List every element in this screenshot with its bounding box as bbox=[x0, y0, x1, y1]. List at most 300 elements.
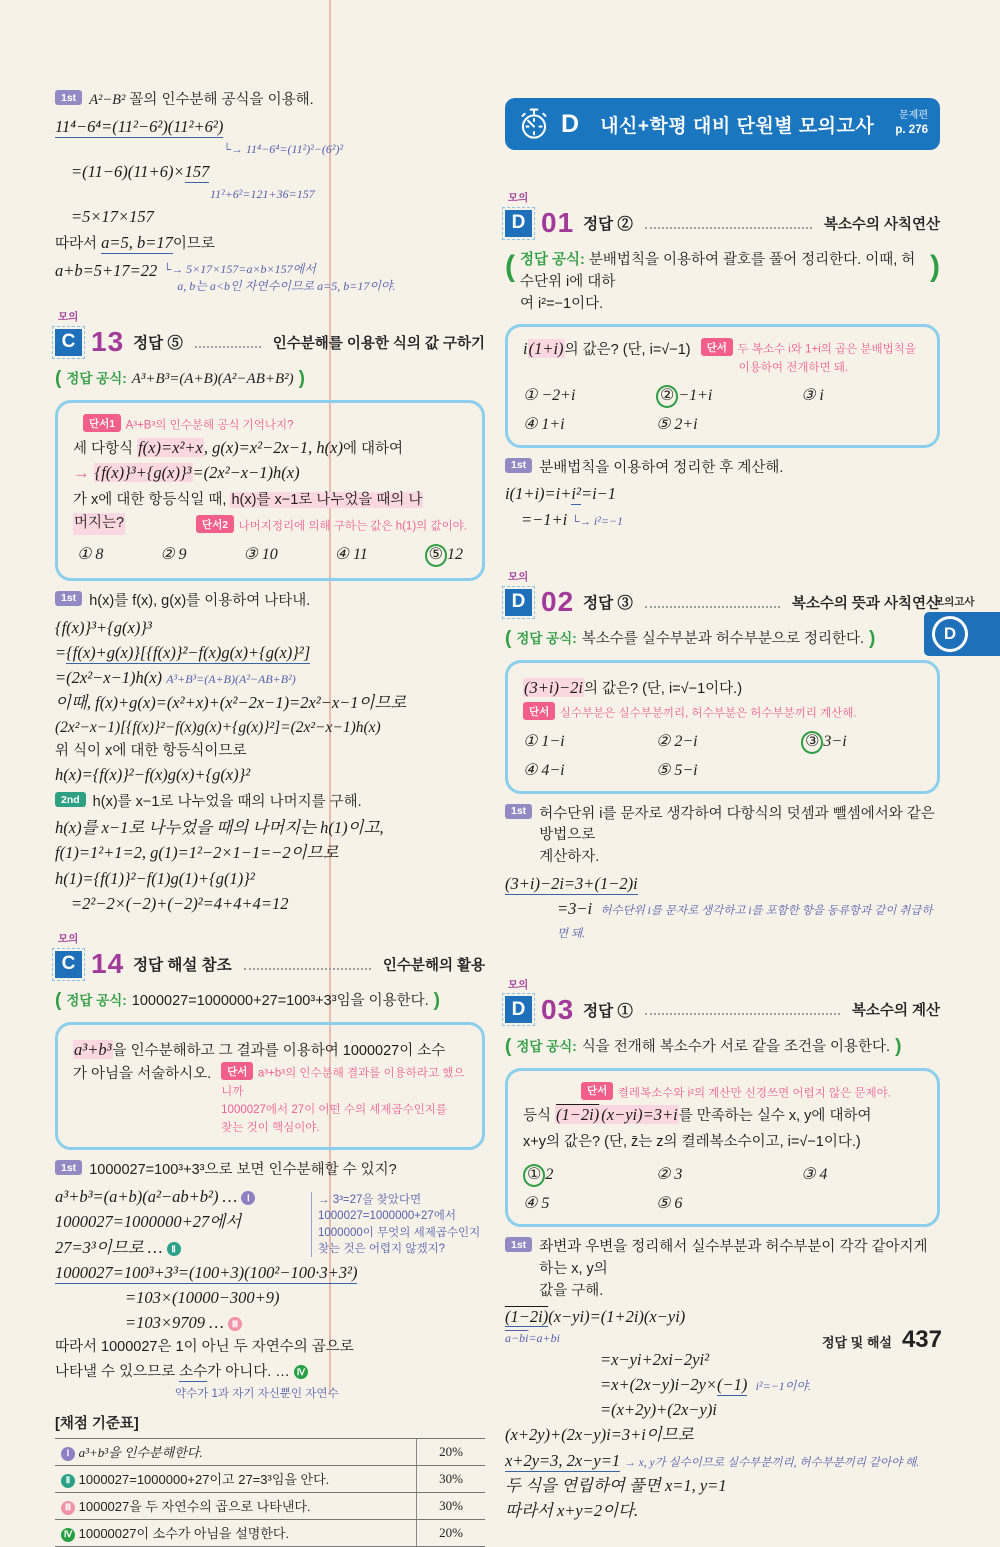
clue-badge: 단서 bbox=[701, 338, 733, 356]
step-1st-badge: 1st bbox=[55, 591, 82, 606]
step-title-line: 좌변과 우변을 정리해서 실수부분과 허수부분이 각각 같아지게 하는 x, y의 bbox=[539, 1239, 928, 1277]
answer-label: 정답 ① bbox=[583, 1002, 633, 1020]
note-text: 1000000이 무엇의 세제곱수인지 bbox=[318, 1226, 481, 1239]
question-line bbox=[523, 1104, 922, 1127]
step-row bbox=[505, 458, 940, 480]
korean-line: 위 식이 x에 대한 항등식이므로 bbox=[55, 742, 247, 759]
math-line bbox=[505, 873, 940, 895]
eq-part: =103×9709 … bbox=[125, 1313, 224, 1333]
choice-answer bbox=[425, 544, 463, 567]
underlined-eq: 1000027=100³+3³=(100+3)(100²−100·3+3²) bbox=[55, 1262, 358, 1282]
percent-cell: 30% bbox=[417, 1465, 486, 1492]
highlighted-eq: (1+i) bbox=[528, 339, 564, 359]
korean-text: 가 아니다. … bbox=[207, 1364, 290, 1381]
problem-number: 02 bbox=[541, 586, 575, 618]
table-row bbox=[55, 1519, 485, 1546]
clue-badge: 단서 bbox=[221, 1062, 253, 1080]
math-line: 이때, f(x)+g(x)=(x²+x)+(x²−2x−1)=2x²−x−1이므로 bbox=[55, 693, 407, 713]
eq-part: i(1+i)=i+ bbox=[505, 484, 572, 504]
section-header bbox=[505, 994, 940, 1026]
section-header bbox=[505, 207, 940, 239]
margin-note bbox=[163, 261, 395, 295]
math-line: a+b=5+17=22 bbox=[55, 261, 158, 281]
korean-text: 을 인수분해하고 그 결과를 이용하여 1000027이 소수 bbox=[112, 1042, 446, 1059]
margin-note bbox=[571, 513, 624, 528]
green-paren-icon: ) bbox=[895, 1035, 902, 1057]
step-title bbox=[89, 90, 313, 112]
percent-cell: 20% bbox=[417, 1438, 486, 1465]
answer-label: 정답 ③ bbox=[583, 595, 633, 613]
clue-text: 두 복소수 i와 1+i의 곱은 분배법칙을 bbox=[737, 343, 916, 356]
formula-text: 복소수를 실수부분과 허수부분으로 정리한다. bbox=[581, 631, 864, 648]
math-line bbox=[55, 642, 485, 664]
eq-part: =x+(2x−y)i−2y× bbox=[600, 1374, 718, 1394]
section-tag: 모의 bbox=[508, 978, 529, 991]
choice-answer bbox=[656, 385, 801, 408]
question-line bbox=[73, 437, 467, 460]
math-line bbox=[71, 161, 485, 183]
step-row bbox=[505, 804, 940, 869]
korean-text: x+y의 값은? (단, z̄는 z의 켤레복소수이고, i=√−1이다.) bbox=[523, 1133, 861, 1150]
math-line: (2x²−x−1)[{f(x)}²−f(x)g(x)+{g(x)}²]=(2x²−x−1)h(x) bbox=[55, 718, 381, 736]
side-tab-bar bbox=[924, 612, 1000, 656]
roman-1-badge: Ⅰ bbox=[61, 1447, 75, 1461]
answer-label: 정답 ② bbox=[583, 216, 633, 233]
formula-label: 정답 공식: bbox=[516, 631, 577, 647]
choice: ① −2+i bbox=[523, 386, 576, 404]
formula-line: 여 i²=−1이다. bbox=[520, 295, 604, 312]
rubric-title: [채점 기준표] bbox=[55, 1415, 139, 1432]
choice: ④ 11 bbox=[334, 545, 368, 563]
section-tag: 모의 bbox=[508, 192, 529, 204]
question-eq bbox=[523, 338, 691, 361]
roman-3-badge: Ⅲ bbox=[228, 1317, 242, 1331]
math-line bbox=[600, 1374, 940, 1396]
arrow-icon: → bbox=[73, 463, 90, 483]
step-title-line: 허수단위 i를 문자로 생각하여 다항식의 덧셈과 뺄셈에서와 같은 방법으로 bbox=[539, 805, 935, 844]
formula-text bbox=[520, 250, 925, 315]
clue-row bbox=[196, 515, 467, 535]
note-text: x, y가 실수이므로 실수부분끼리, 허수부분끼리 같아야 해. bbox=[638, 1456, 920, 1469]
banner-letter: D bbox=[561, 109, 580, 138]
answer-formula-row bbox=[55, 991, 485, 1013]
eq-part: =(2x²−x−1)h(x) bbox=[192, 463, 300, 483]
question-box bbox=[505, 1068, 940, 1228]
section-header bbox=[55, 948, 485, 980]
clue-text: a³+b³의 인수분해 결과를 이용하라고 했으니까 bbox=[221, 1067, 465, 1099]
underlined-eq: (−1) bbox=[717, 1374, 748, 1394]
choice: ⑤ 6 bbox=[655, 1195, 683, 1213]
intro-solution bbox=[55, 90, 485, 295]
question-box bbox=[55, 1022, 485, 1150]
eq-part: a³+b³=(a+b)(a²−ab+b²) … bbox=[55, 1187, 238, 1207]
math-line: f(1)=1²+1=2, g(1)=1²−2×1−1=−2이므로 bbox=[55, 843, 339, 863]
step-row bbox=[55, 591, 485, 613]
clue-badge: 단서1 bbox=[83, 414, 121, 432]
underlined-eq: x+2y=3, 2x−y=1 bbox=[505, 1450, 621, 1470]
math-line: (x+2y)+(2x−y)i=3+i이므로 bbox=[505, 1425, 694, 1445]
highlighted-eq: {f(x)}³+{g(x)}³ bbox=[94, 463, 192, 483]
clue-text: 나머지정리에 의해 구하는 값은 h(1)의 값이야. bbox=[238, 520, 467, 533]
chapter-side-tab bbox=[924, 594, 1000, 656]
section-tag: 모의 bbox=[58, 933, 79, 946]
green-paren-icon: ( bbox=[505, 250, 515, 283]
korean-text: 에 대하여 bbox=[342, 440, 404, 457]
korean-text: 따라서 bbox=[55, 235, 102, 252]
choice: ② 9 bbox=[160, 545, 187, 563]
clue-text: 1000027에서 27이 어떤 수의 세제곱수인지를 bbox=[221, 1104, 448, 1117]
criterion-cell bbox=[55, 1492, 417, 1519]
clue-row bbox=[581, 1082, 922, 1102]
step-title bbox=[539, 1237, 940, 1302]
section-tag: 모의 bbox=[508, 571, 529, 584]
green-paren-icon: ) bbox=[298, 368, 305, 390]
math-line bbox=[55, 667, 485, 689]
note-text: 11⁴−6⁴=(11²)²−(6²)² bbox=[245, 142, 344, 157]
section-banner bbox=[505, 98, 940, 150]
math-fragment: A²−B² bbox=[89, 92, 126, 108]
dotted-leader bbox=[195, 337, 261, 348]
math-line: h(1)={f(1)}²−f(1)g(1)+{g(1)}² bbox=[55, 868, 255, 888]
answer-formula-row bbox=[505, 1037, 940, 1059]
math-line-with-note bbox=[55, 257, 485, 295]
ref-label: 문제편 bbox=[899, 110, 928, 122]
step-1st-badge: 1st bbox=[505, 1237, 532, 1252]
underlined-eq: a=5, b=17 bbox=[101, 232, 173, 252]
dotted-leader bbox=[645, 218, 812, 229]
note-text: =a+bi bbox=[528, 1330, 560, 1345]
margin-note bbox=[210, 186, 485, 203]
choice-answer bbox=[523, 1164, 656, 1187]
math-line bbox=[521, 509, 940, 531]
math-line: =2²−2×(−2)+(−2)²=4+4+4=12 bbox=[71, 893, 289, 913]
eq-part: , g(x)=x²−2x−1, h(x) bbox=[203, 437, 343, 457]
math-line: =(x+2y)+(2x−y)i bbox=[600, 1400, 717, 1420]
arrow-icon: → bbox=[318, 1194, 330, 1207]
choice-answer bbox=[801, 731, 922, 754]
step-title-line: 계산하자. bbox=[539, 849, 600, 866]
choices-grid bbox=[523, 1164, 922, 1213]
underlined-text: 소수 bbox=[179, 1364, 208, 1381]
section-letter-badge: C bbox=[55, 951, 82, 978]
choice: ④ 5 bbox=[523, 1195, 550, 1213]
arrow-icon: → bbox=[624, 1456, 636, 1469]
korean-text: 의 값은? (단, i=√−1) bbox=[564, 342, 691, 359]
korean-text: 나타낼 수 있으므로 bbox=[55, 1364, 180, 1381]
math-line: 두 식을 연립하여 풀면 x=1, y=1 bbox=[505, 1475, 727, 1495]
choice: ③ i bbox=[801, 386, 824, 404]
answer-circle: ⑤ bbox=[425, 544, 447, 567]
green-paren-icon: ) bbox=[869, 628, 876, 650]
eq-part: =−1+i bbox=[521, 509, 568, 529]
problem-d02 bbox=[505, 569, 940, 943]
choices-grid bbox=[523, 731, 922, 780]
note-text: 3³=27을 찾았다면 bbox=[332, 1194, 422, 1207]
conjugate-eq: (1−2i) bbox=[505, 1307, 549, 1327]
left-column bbox=[55, 90, 485, 1547]
math-line: h(x)를 x−1로 나누었을 때의 나머지는 h(1)이고, bbox=[55, 818, 384, 838]
clue-text: 이용하여 전개하면 돼. bbox=[738, 361, 849, 374]
side-tab-letter: D bbox=[932, 616, 968, 652]
choice: ④ 1+i bbox=[523, 415, 565, 433]
math-line: =x−yi+2xi−2yi² bbox=[600, 1349, 710, 1369]
section-header bbox=[505, 586, 940, 618]
formula-text: 1000027=1000000+27=100³+3³임을 이용한다. bbox=[131, 993, 429, 1010]
underlined-eq: 157 bbox=[184, 162, 210, 182]
clue-note bbox=[221, 1062, 467, 1136]
choice-value: 12 bbox=[446, 545, 463, 563]
eq-part: =(11−6)(11+6)× bbox=[71, 162, 185, 182]
problem-number: 14 bbox=[91, 948, 125, 980]
step-title: h(x)를 f(x), g(x)를 이용하여 나타내. bbox=[89, 592, 311, 609]
math-line bbox=[55, 232, 485, 255]
topic-label: 인수분해의 활용 bbox=[382, 957, 485, 974]
question-line bbox=[73, 488, 467, 511]
green-paren-icon: ( bbox=[55, 368, 62, 390]
step-title-line: 값을 구해. bbox=[539, 1282, 604, 1299]
problem-d03 bbox=[505, 977, 940, 1523]
criterion-text: 10000027이 소수가 아님을 설명한다. bbox=[78, 1526, 290, 1542]
clue-badge: 단서 bbox=[581, 1082, 613, 1100]
choice-value: 3−i bbox=[823, 732, 847, 750]
highlighted-text: h(x)를 x−1로 나누었을 때의 나 bbox=[231, 491, 423, 508]
problem-c13 bbox=[55, 309, 485, 915]
problem-number: 01 bbox=[541, 207, 575, 238]
korean-text: 의 값은? (단, i=√−1이다.) bbox=[583, 680, 743, 697]
criterion-text: a³+b³을 인수분해한다. bbox=[78, 1445, 203, 1461]
choice: ④ 4−i bbox=[523, 761, 565, 779]
clue-text: 실수부분은 실수부분끼리, 허수부분은 허수부분끼리 계산해. bbox=[559, 707, 857, 720]
choices-grid bbox=[523, 385, 922, 434]
korean-line: 따라서 1000027은 1이 아닌 두 자연수의 곱으로 bbox=[55, 1338, 354, 1355]
highlighted-eq: a³+b³ bbox=[74, 1039, 112, 1059]
math-line bbox=[55, 116, 485, 138]
step-row bbox=[55, 1160, 485, 1182]
math-line bbox=[505, 1450, 940, 1472]
elbow-arrow-icon: └→ bbox=[571, 515, 592, 528]
step-title: h(x)를 x−1로 나누었을 때의 나머지를 구해. bbox=[92, 794, 362, 811]
question-box bbox=[505, 324, 940, 447]
note-text: 찾는 것은 어렵지 않겠지? bbox=[318, 1242, 446, 1255]
roman-1-badge: Ⅰ bbox=[241, 1191, 255, 1205]
choices-row bbox=[73, 544, 467, 567]
korean-text: 를 만족하는 실수 x, y에 대하여 bbox=[678, 1108, 872, 1125]
topic-label: 복소수의 계산 bbox=[851, 1003, 940, 1020]
clue-text: 찾는 것이 핵심이야. bbox=[221, 1122, 320, 1135]
topic-label: 인수분해를 이용한 식의 값 구하기 bbox=[272, 335, 485, 352]
question-line bbox=[73, 1064, 467, 1136]
korean-text: 등식 bbox=[523, 1108, 556, 1125]
clue-row bbox=[523, 702, 922, 722]
clue-row bbox=[83, 414, 467, 434]
answer-label: 정답 ⑤ bbox=[133, 335, 183, 353]
choice: ⑤ 2+i bbox=[655, 415, 698, 433]
underlined-eq: i² bbox=[571, 484, 581, 504]
eq-part: 27=3³이므로 … bbox=[55, 1237, 163, 1257]
answer-circle: ③ bbox=[801, 731, 823, 754]
step-title-text: 꼴의 인수분해 공식을 이용해. bbox=[125, 92, 314, 108]
page-footer bbox=[822, 1326, 942, 1354]
clue-badge: 단서2 bbox=[196, 515, 234, 533]
step-1st-badge: 1st bbox=[505, 804, 532, 819]
formula-label: 정답 공식: bbox=[520, 252, 585, 268]
question-line bbox=[523, 677, 922, 700]
step-title bbox=[539, 804, 940, 869]
question-line bbox=[73, 462, 467, 484]
math-line: 1000027=1000000+27에서 bbox=[55, 1212, 242, 1232]
side-tab-label: 모의고사 bbox=[934, 596, 975, 608]
answer-formula-row bbox=[505, 629, 940, 651]
question-line bbox=[523, 338, 922, 376]
answer-circle: ① bbox=[523, 1164, 545, 1187]
criterion-cell bbox=[55, 1465, 417, 1492]
question-line bbox=[73, 513, 467, 535]
section-header bbox=[55, 326, 485, 358]
eq-part: i bbox=[523, 339, 528, 359]
roman-2-badge: Ⅱ bbox=[61, 1474, 75, 1488]
dotted-leader bbox=[645, 597, 780, 608]
korean-text: 세 다항식 bbox=[73, 440, 138, 457]
grading-table bbox=[55, 1438, 485, 1547]
elbow-arrow-icon: └→ bbox=[163, 264, 183, 277]
highlighted-text: 머지는? bbox=[73, 513, 125, 535]
note-text: 11²+6²=121+36=157 bbox=[210, 187, 315, 202]
step-1st-badge: 1st bbox=[55, 1160, 82, 1175]
choice: ① 8 bbox=[77, 545, 104, 563]
step-title: 분배법칙을 이용하여 정리한 후 계산해. bbox=[539, 459, 784, 476]
banner-title: 내신+학평 대비 단원별 모의고사 bbox=[600, 115, 875, 137]
math-line bbox=[557, 898, 940, 943]
answer-formula-row bbox=[505, 250, 940, 315]
green-paren-icon: ( bbox=[55, 990, 62, 1012]
eq-part: = bbox=[55, 642, 67, 662]
elbow-arrow-icon: └→ bbox=[223, 144, 243, 157]
question-box bbox=[505, 660, 940, 794]
footer-label: 정답 및 해설 bbox=[821, 1335, 892, 1350]
korean-text: 가 x에 대한 항등식일 때, bbox=[73, 491, 231, 508]
choice: ① 1−i bbox=[523, 732, 565, 750]
korean-text: 이므로 bbox=[172, 235, 215, 252]
formula-text: 식을 전개해 복소수가 서로 같을 조건을 이용한다. bbox=[581, 1038, 891, 1055]
question-line bbox=[73, 1039, 467, 1062]
problem-number: 13 bbox=[91, 326, 125, 358]
highlighted-eq: (x−yi)=3+i bbox=[601, 1105, 678, 1125]
math-line: h(x)={f(x)}²−f(x)g(x)+{g(x)}² bbox=[55, 765, 251, 785]
clue-text: A³+B³의 인수분해 공식 기억나지? bbox=[125, 419, 294, 432]
choice: ③ 4 bbox=[801, 1166, 828, 1184]
dotted-leader bbox=[244, 959, 371, 970]
percent-cell: 30% bbox=[417, 1492, 486, 1519]
margin-note-block bbox=[311, 1192, 493, 1256]
highlighted-eq: f(x)=x²+x bbox=[138, 437, 203, 457]
note-text: 1000027=1000000+27에서 bbox=[318, 1210, 456, 1223]
section-letter-badge: D bbox=[505, 210, 532, 237]
math-line bbox=[125, 1312, 485, 1334]
clue-text: 켤레복소수와 i²의 계산만 신경쓰면 어렵지 않은 문제야. bbox=[617, 1087, 891, 1100]
right-column bbox=[505, 98, 940, 1525]
choice: ② 2−i bbox=[655, 732, 698, 750]
step-row bbox=[505, 1237, 940, 1302]
formula-line: 분배법칙을 이용하여 괄호를 풀어 정리한다. 이때, 허수단위 i에 대하 bbox=[520, 252, 916, 290]
underlined-eq: {f(x)+g(x)}[{f(x)}²−f(x)g(x)+{g(x)}²] bbox=[66, 642, 311, 662]
table-row bbox=[55, 1492, 485, 1519]
criterion-cell bbox=[55, 1438, 417, 1465]
korean-text: 가 아님을 서술하시오. bbox=[73, 1066, 212, 1083]
math-line bbox=[55, 1360, 485, 1383]
stopwatch-icon bbox=[517, 107, 551, 141]
step-title: 1000027=100³+3³으로 보면 인수분해할 수 있지? bbox=[89, 1162, 397, 1179]
step-1st-badge: 1st bbox=[55, 90, 82, 105]
section-letter-badge: D bbox=[505, 996, 532, 1023]
problem-c14 bbox=[55, 931, 485, 1547]
note-text: i²=−1이야. bbox=[755, 1378, 811, 1393]
green-paren-icon: ( bbox=[505, 628, 512, 650]
note-text: A³+B³=(A+B)(A²−AB+B²) bbox=[166, 672, 296, 687]
note-text: 5×17×157=a×b×157에서 bbox=[186, 262, 316, 277]
ref-page: p. 276 bbox=[895, 123, 928, 136]
banner-page-ref bbox=[895, 109, 928, 138]
margin-note: 약수가 1과 자기 자신뿐인 자연수 bbox=[175, 1387, 339, 1400]
conjugate-eq: a−bi bbox=[505, 1330, 529, 1345]
choice-value: 2 bbox=[545, 1166, 554, 1184]
formula-label: 정답 공식: bbox=[516, 1038, 577, 1054]
table-row bbox=[55, 1465, 485, 1492]
note-text: i²=−1 bbox=[593, 513, 624, 528]
problem-number: 03 bbox=[541, 993, 575, 1025]
math-line: =103×(10000−300+9) bbox=[125, 1288, 280, 1308]
footer-page-number: 437 bbox=[901, 1326, 942, 1353]
math-line bbox=[505, 483, 940, 505]
topic-label: 복소수의 사칙연산 bbox=[823, 216, 940, 233]
question-line bbox=[523, 1130, 922, 1153]
section-tag: 모의 bbox=[58, 311, 79, 324]
question-box bbox=[55, 400, 485, 581]
green-paren-icon: ) bbox=[433, 990, 440, 1012]
step-row bbox=[55, 90, 485, 112]
percent-cell: 20% bbox=[417, 1519, 486, 1546]
answer-circle: ② bbox=[656, 385, 678, 408]
step-row bbox=[55, 792, 485, 814]
eq-part: =3−i bbox=[557, 899, 593, 919]
roman-4-badge: Ⅳ bbox=[294, 1365, 308, 1379]
choice: ② 3 bbox=[655, 1166, 683, 1184]
criterion-cell bbox=[55, 1519, 417, 1546]
criterion-text: 1000027=1000000+27이고 27=3³임을 안다. bbox=[78, 1472, 330, 1488]
green-paren-icon: ( bbox=[505, 1035, 512, 1057]
roman-3-badge: Ⅲ bbox=[61, 1501, 75, 1515]
underlined-eq: (3+i)−2i=3+(1−2)i bbox=[505, 873, 638, 893]
eq-part: =(2x²−x−1)h(x) bbox=[55, 668, 163, 688]
eq-part: =i−1 bbox=[580, 484, 617, 504]
math-line: =5×17×157 bbox=[71, 207, 154, 227]
dotted-leader bbox=[645, 1004, 840, 1015]
green-paren-icon: ) bbox=[930, 250, 940, 283]
clue-badge: 단서 bbox=[523, 702, 555, 720]
margin-note bbox=[624, 1457, 919, 1469]
math-line: 따라서 x+y=2이다. bbox=[505, 1501, 639, 1521]
margin-note bbox=[223, 141, 485, 158]
choice: ③ 10 bbox=[243, 545, 278, 563]
step-2nd-badge: 2nd bbox=[55, 792, 86, 807]
margin-note: 허수단위 i를 문자로 생각하고 i를 포함한 항을 동류항과 같이 취급하면 돼. bbox=[557, 905, 933, 940]
formula-label: 정답 공식: bbox=[66, 371, 127, 387]
choice-value: −1+i bbox=[678, 386, 713, 404]
conjugate-eq: (1−2i) bbox=[556, 1105, 600, 1125]
formula-label: 정답 공식: bbox=[66, 993, 127, 1009]
section-letter-badge: C bbox=[55, 329, 82, 356]
math-line: {f(x)}³+{g(x)}³ bbox=[55, 617, 152, 637]
roman-4-badge: Ⅳ bbox=[61, 1528, 75, 1542]
